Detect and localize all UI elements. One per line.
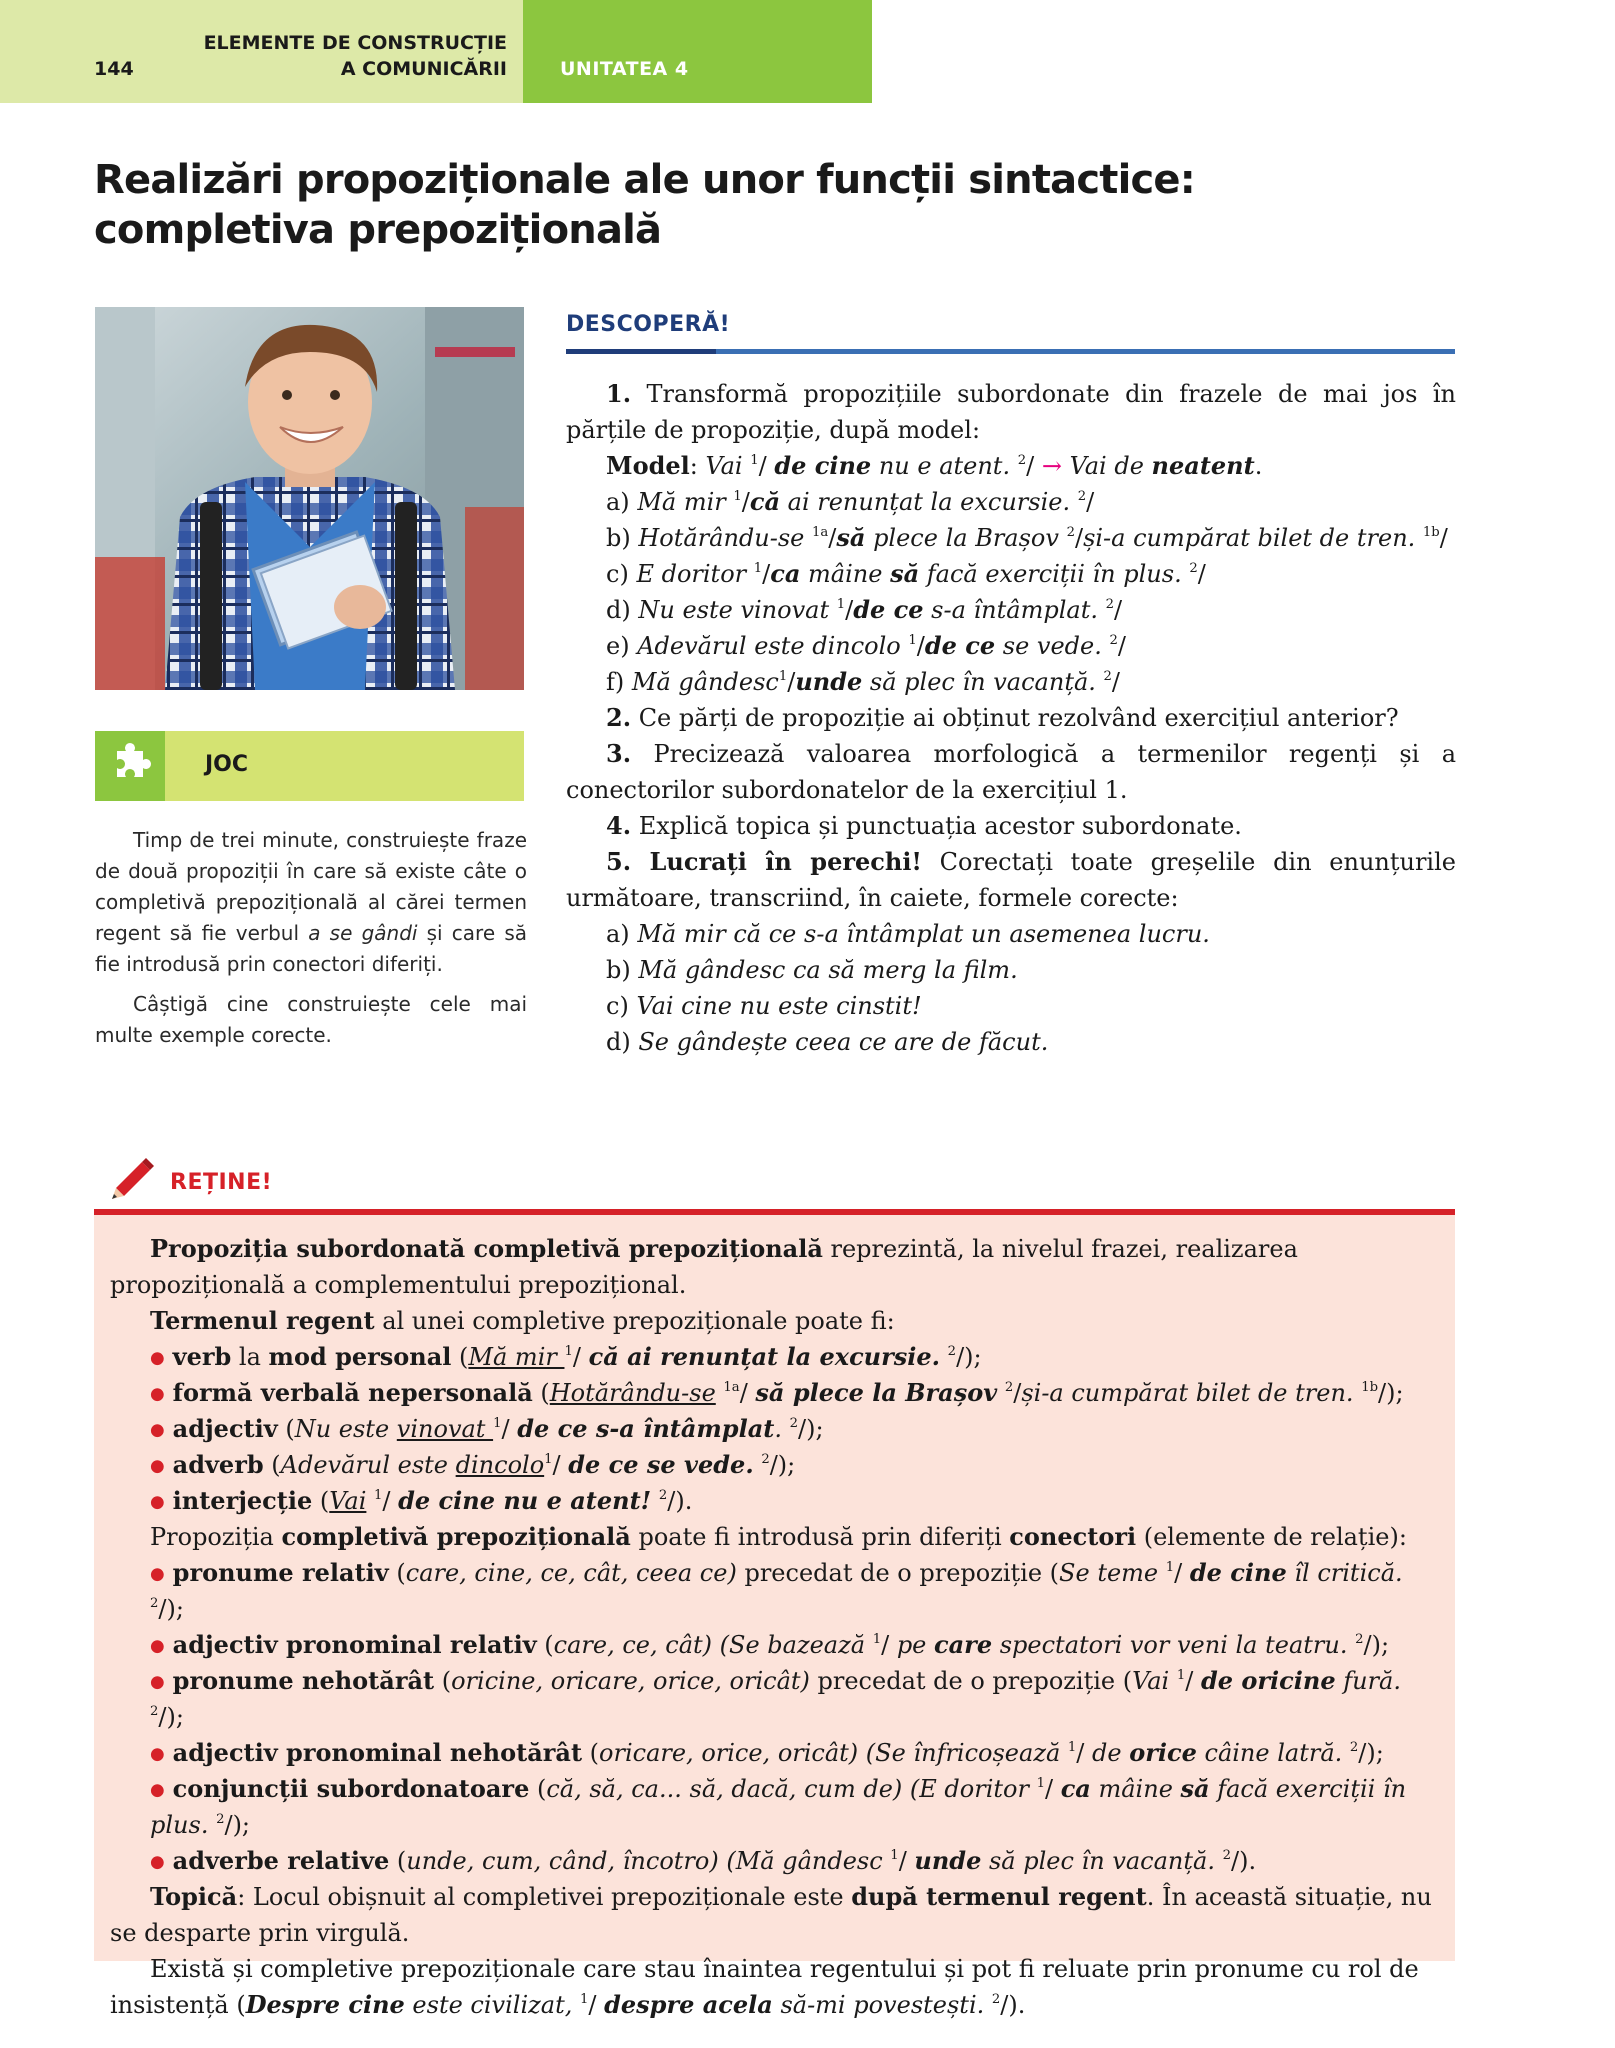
exercise-5-d: d) Se gândește ceea ce are de făcut.	[606, 1028, 1049, 1056]
section-title	[204, 30, 507, 82]
connector-indefinite-adjective: ● adjectiv pronominal nehotărât (oricare, orice, oricât) (Se înfricoșează $^1$/ de orice câine latră. $^2$/);	[110, 1735, 1440, 1771]
exercise-4: 4. Explică topica și punctuația acestor subordonate.	[606, 811, 1242, 840]
exercise-1-model: Model: Vai $^1$/ de cine nu e atent. $^2$/ → Vai de neatent.	[606, 451, 1263, 480]
exercise-3: 3. Precizează valoarea morfologică a termenilor regenți și a conectorilor subordonatelor de la exercițiul 1.	[566, 739, 1456, 804]
retine-anteposition: Există și completive prepoziționale care stau înaintea regentului și pot fi reluate prin pronume cu rol de insistență (Despre cine este civilizat, $^1$/ despre acela să-mi povestești. $^2$/).	[110, 1955, 1419, 2020]
page-number: 144	[94, 58, 134, 80]
descopera-rule-accent	[566, 349, 716, 354]
descopera-exercises	[566, 376, 1456, 1060]
retine-label: REȚINE!	[170, 1170, 273, 1195]
joc-winner-rule: Câștigă cine construiește cele mai multe exemple corecte.	[95, 992, 527, 1047]
page-title-line2: completiva prepozițională	[94, 207, 662, 253]
regent-verb: ● verb la mod personal (Mă mir $^1$/ că ai renunțat la excursie. $^2$/);	[110, 1339, 1440, 1375]
retine-topic: Topică: Locul obișnuit al completivei prepoziționale este după termenul regent. În această situație, nu se desparte prin virgulă.	[110, 1882, 1432, 1948]
pencil-icon	[108, 1152, 156, 1200]
connector-conjunctions: ● conjuncții subordonatoare (că, să, ca... să, dacă, cum de) (E doritor $^1$/ ca mâine să facă exerciții în plus. $^2$/);	[110, 1771, 1440, 1843]
exercise-1-f: f) Mă gândesc$^1$/unde să plec în vacanță. $^2$/	[606, 667, 1121, 696]
regent-interjection: ● interjecție (Vai $^1$/ de cine nu e atent! $^2$/).	[110, 1483, 1440, 1519]
exercise-1-b: b) Hotărându-se $^{1a}$/să plece la Brașov $^2$/și-a cumpărat bilet de tren. $^{1b}$/	[606, 523, 1448, 552]
exercise-5: 5. Lucrați în perechi! Corectați toate greșelile din enunțurile următoare, transcriind, în caiete, formele corecte:	[566, 847, 1456, 912]
joc-label: JOC	[205, 752, 249, 777]
regent-adjective: ● adjectiv (Nu este vinovat $^1$/ de ce s-a întâmplat. $^2$/);	[110, 1411, 1440, 1447]
page-title-line1: Realizări propoziționale ale unor funcții sintactice:	[94, 157, 1195, 203]
exercise-1-c: c) E doritor $^1$/ca mâine să facă exerciții în plus. $^2$/	[606, 559, 1206, 588]
joc-instructions: Timp de trei minute, construiește fraze de două propoziții în care să existe câte o completivă prepozițională al cărei termen regent să fie verbul a se gândi și care să fie introdusă prin conectori diferiți.	[95, 828, 527, 976]
student-photo	[95, 307, 524, 690]
exercise-2: 2. Ce părți de propoziție ai obținut rezolvând exercițiul anterior?	[606, 703, 1399, 732]
connector-indefinite-pronoun: ● pronume nehotărât (oricine, oricare, orice, oricât) precedat de o prepoziție (Vai $^1$/ de oricine fură. $^2$/);	[110, 1663, 1440, 1735]
regent-adverb: ● adverb (Adevărul este dincolo$^1$/ de ce se vede. $^2$/);	[110, 1447, 1440, 1483]
descopera-label: DESCOPERĂ!	[566, 312, 731, 337]
exercise-5-c: c) Vai cine nu este cinstit!	[606, 992, 922, 1020]
exercise-1-a: a) Mă mir $^1$/că ai renunțat la excursie. $^2$/	[606, 487, 1095, 516]
header-unit-band	[523, 0, 872, 103]
section-title-line2: A COMUNICĂRII	[340, 58, 507, 80]
puzzle-icon	[95, 731, 165, 801]
section-title-line1: ELEMENTE DE CONSTRUCȚIE	[203, 32, 507, 54]
connector-relative-adjective: ● adjectiv pronominal relativ (care, ce, cât) (Se bazează $^1$/ pe care spectatori vor veni la teatru. $^2$/);	[110, 1627, 1440, 1663]
exercise-1: 1. Transformă propozițiile subordonate din frazele de mai jos în părțile de propoziție, după model:	[566, 379, 1456, 444]
exercise-1-d: d) Nu este vinovat $^1$/de ce s-a întâmplat. $^2$/	[606, 595, 1123, 624]
retine-connectors-intro: Propoziția completivă prepozițională poate fi introdusă prin diferiți conectori (elemente de relație):	[150, 1522, 1407, 1552]
arrow-icon: →	[1041, 452, 1062, 480]
regent-nonfinite: ● formă verbală nepersonală (Hotărându-se $^{1a}$/ să plece la Brașov $^2$/și-a cumpărat bilet de tren. $^{1b}$/);	[110, 1375, 1440, 1411]
exercise-1-e: e) Adevărul este dincolo $^1$/de ce se vede. $^2$/	[606, 631, 1126, 660]
exercise-5-a: a) Mă mir că ce s-a întâmplat un asemenea lucru.	[606, 920, 1210, 948]
unit-label: UNITATEA 4	[560, 58, 689, 80]
retine-content	[110, 1231, 1440, 2023]
exercise-5-b: b) Mă gândesc ca să merg la film.	[606, 956, 1018, 984]
retine-regent-intro: Termenul regent al unei completive prepoziționale poate fi:	[150, 1306, 895, 1335]
connector-relative-pronoun: ● pronume relativ (care, cine, ce, cât, ceea ce) precedat de o prepoziție (Se teme $^1$/ de cine îl critică. $^2$/);	[110, 1555, 1440, 1627]
page-title	[94, 155, 1394, 255]
connector-relative-adverbs: ● adverbe relative (unde, cum, când, încotro) (Mă gândesc $^1$/ unde să plec în vacanță. $^2$/).	[110, 1843, 1440, 1879]
retine-definition: Propoziția subordonată completivă prepozițională reprezintă, la nivelul frazei, realizarea propozițională a complementului prepozițional.	[110, 1234, 1298, 1299]
